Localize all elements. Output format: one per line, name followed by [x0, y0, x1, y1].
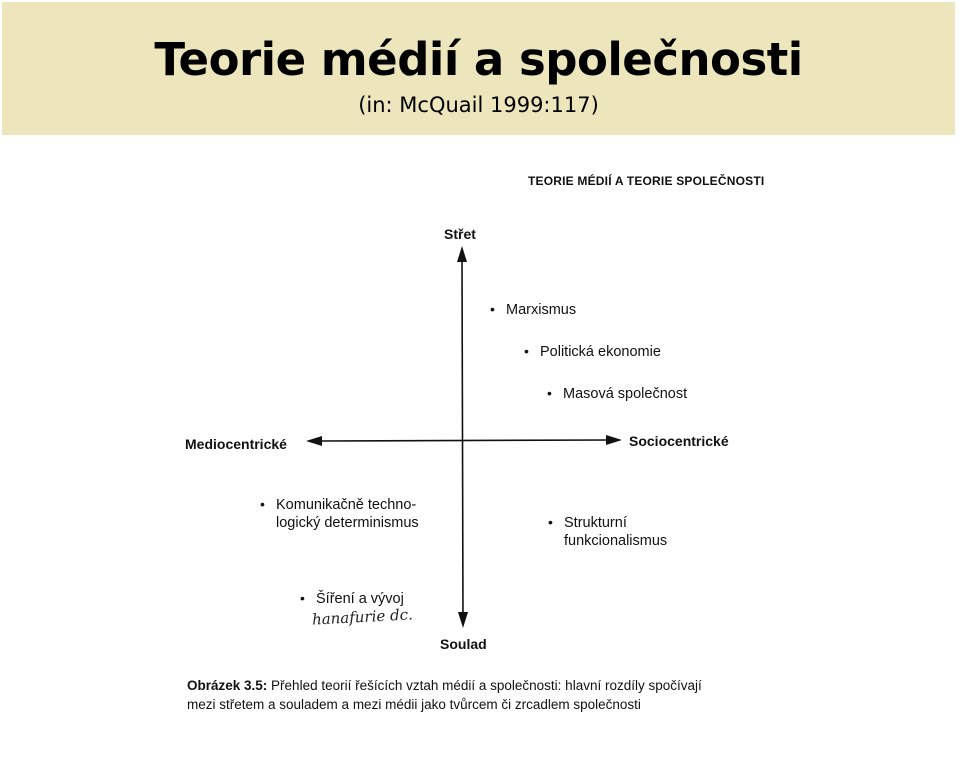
- figure-header: TEORIE MÉDIÍ A TEORIE SPOLEČNOSTI: [528, 174, 765, 188]
- item-marxismus: [490, 301, 577, 319]
- axis-label-stret: Střet: [444, 226, 476, 242]
- item-label: Masová společnost: [563, 386, 688, 402]
- caption-text-line-1: Přehled teorií řešících vztah médií a společnosti: hlavní rozdíly spočívají: [267, 678, 702, 693]
- item-komunikacne-determinismus: [260, 496, 419, 532]
- item-politicka-ekonomie: [524, 343, 661, 361]
- item-label-line-1: Strukturní: [564, 515, 627, 531]
- item-masova-spolecnost: [547, 385, 688, 403]
- bullet-icon: •: [300, 590, 305, 606]
- item-label-line-1: Komunikačně techno-: [276, 497, 417, 513]
- bullet-icon: •: [547, 385, 552, 401]
- item-sireni-a-vyvoj: [300, 590, 404, 608]
- axis-label-soulad: Soulad: [440, 636, 487, 652]
- caption-text-line-2: mezi střetem a souladem a mezi médii jako tvůrcem či zrcadlem společnosti: [187, 697, 641, 712]
- item-label-line-2: logický determinismus: [276, 515, 419, 531]
- arrow-up-icon: [457, 246, 467, 262]
- slide-subtitle: (in: McQuail 1999:117): [358, 93, 599, 117]
- item-label: Šíření a vývoj: [316, 591, 404, 607]
- item-strukturni-funkcionalismus: [548, 514, 668, 550]
- axis-label-sociocentricke: Sociocentrické: [629, 433, 729, 449]
- figure-caption: [187, 676, 757, 714]
- bullet-icon: •: [548, 514, 553, 530]
- item-label-line-2: funkcionalismus: [564, 533, 668, 549]
- arrow-left-icon: [306, 436, 322, 446]
- bullet-icon: •: [260, 496, 265, 512]
- axis-label-mediocentricke: Mediocentrické: [185, 436, 287, 452]
- handwritten-note: hanafurie dc.: [311, 605, 414, 629]
- bullet-icon: •: [490, 301, 495, 317]
- arrow-right-icon: [606, 435, 622, 445]
- slide-title: Teorie médií a společnosti: [154, 33, 803, 86]
- arrow-down-icon: [458, 612, 468, 628]
- item-label: Politická ekonomie: [540, 344, 661, 360]
- bullet-icon: •: [524, 343, 529, 359]
- horizontal-axis: [318, 440, 610, 441]
- caption-label: Obrázek 3.5:: [187, 678, 268, 693]
- item-label: Marxismus: [506, 302, 577, 318]
